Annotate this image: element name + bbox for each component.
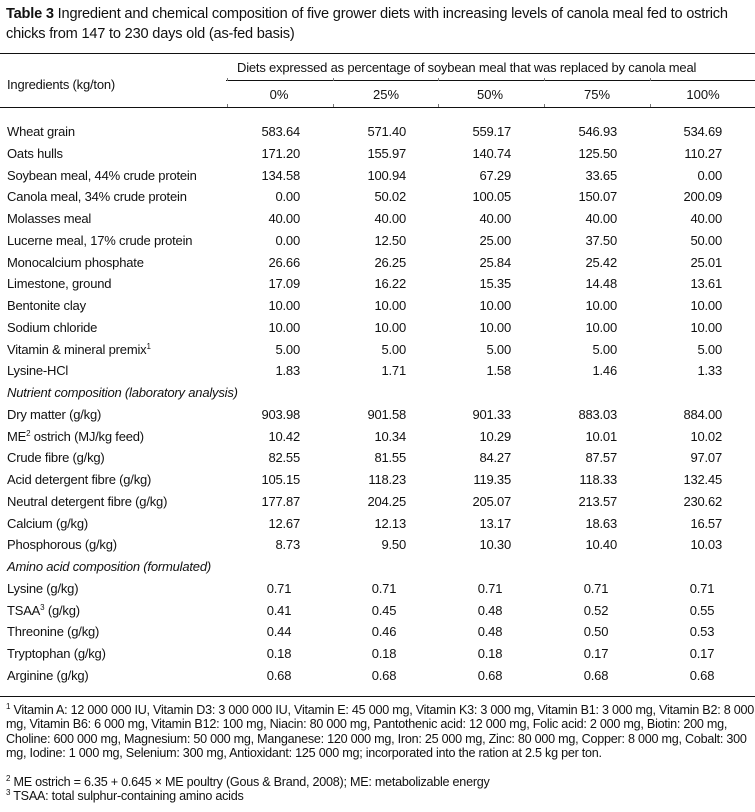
cell-value: 0.50	[583, 624, 609, 640]
group-rule	[226, 80, 755, 81]
row-label	[7, 342, 151, 357]
cell-value: 40.00	[268, 211, 300, 226]
footnote-marker: 1	[6, 702, 11, 711]
cell-value: 546.93	[578, 124, 617, 139]
cell-value: 118.33	[579, 472, 617, 487]
row-label-text: Tryptophan (g/kg)	[7, 646, 106, 661]
cell-value: 0.68	[371, 667, 397, 683]
cell-value: 10.00	[374, 319, 406, 335]
cell-value: 5.00	[381, 341, 406, 357]
row-label	[7, 646, 106, 661]
cell-value: 0.17	[583, 646, 609, 661]
column-header-50pct: 50%	[476, 87, 504, 102]
cell-value: 1.58	[486, 363, 511, 379]
table-row	[0, 537, 755, 558]
cell-value: 0.00	[275, 232, 300, 248]
table-row	[0, 146, 755, 167]
cell-value: 0.71	[689, 580, 715, 596]
row-label-text: TSAA	[7, 602, 41, 618]
row-label-text: ME	[7, 428, 27, 444]
row-label-text: Neutral detergent fibre (g/kg)	[7, 493, 168, 509]
row-label-text: Monocalcium phosphate	[7, 254, 144, 270]
cell-value: 155.97	[367, 145, 406, 161]
cell-value: 105.15	[261, 472, 300, 487]
cell-value: 0.41	[266, 602, 292, 618]
cell-value: 0.71	[583, 580, 609, 596]
footnote-marker: 1	[146, 341, 151, 351]
cell-value: 5.00	[697, 341, 722, 357]
row-label	[7, 385, 238, 400]
cell-value: 883.03	[578, 406, 617, 422]
cell-value: 0.00	[275, 189, 300, 205]
cell-value: 134.58	[261, 167, 300, 183]
footnote-marker: 3	[40, 602, 45, 612]
cell-value: 81.55	[374, 450, 406, 466]
table-row	[0, 124, 755, 145]
footnote-marker: 2	[6, 774, 11, 783]
cell-value: 534.69	[683, 124, 722, 139]
cell-value: 1.71	[381, 363, 406, 379]
table-row	[0, 233, 755, 254]
row-label-text: Molasses meal	[7, 211, 92, 226]
table-number: Table 3	[6, 6, 54, 22]
row-label-text: Limestone, ground	[7, 276, 112, 292]
row-label	[7, 429, 144, 444]
table-row	[0, 494, 755, 515]
cell-value: 12.50	[374, 232, 406, 248]
cell-value: 10.00	[479, 319, 511, 335]
row-label	[7, 255, 144, 270]
column-divider-tick	[650, 78, 651, 81]
cell-value: 50.00	[690, 232, 722, 248]
column-divider-tick	[227, 78, 228, 81]
cell-value: 0.53	[689, 624, 715, 640]
column-header-0pct: 0%	[269, 87, 289, 102]
cell-value: 33.65	[585, 167, 617, 183]
cell-value: 10.02	[690, 428, 722, 444]
cell-value: 10.00	[585, 319, 617, 335]
table-row	[0, 429, 755, 450]
cell-value: 5.00	[592, 341, 617, 357]
table-row	[0, 603, 755, 624]
row-label	[7, 124, 75, 139]
table-row	[0, 298, 755, 319]
cell-value: 16.22	[374, 276, 406, 292]
row-label-text: Threonine (g/kg)	[7, 624, 100, 640]
row-label	[7, 298, 86, 313]
cell-value: 40.00	[690, 211, 722, 226]
caption-text: Ingredient and chemical composition of five grower diets with increasing levels of canola meal fed to ostrich chicks from 147 to 230 days old (as-fed basis)	[6, 6, 728, 42]
row-label-text: Phosphorous (g/kg)	[7, 537, 117, 553]
cell-value: 903.98	[261, 406, 300, 422]
table-row	[0, 255, 755, 276]
row-label-text: Oats hulls	[7, 145, 63, 161]
cell-value: 40.00	[479, 211, 511, 226]
cell-value: 583.64	[261, 124, 300, 139]
row-label-text: Calcium (g/kg)	[7, 515, 88, 531]
cell-value: 8.73	[275, 537, 300, 553]
cell-value: 0.71	[371, 580, 397, 596]
row-label	[7, 450, 105, 465]
row-label-text: Acid detergent fibre (g/kg)	[7, 472, 152, 487]
cell-value: 67.29	[479, 167, 511, 183]
cell-value: 10.00	[479, 298, 511, 313]
cell-value: 0.18	[266, 646, 292, 661]
row-label	[7, 472, 151, 487]
cell-value: 1.33	[697, 363, 722, 379]
table-row	[0, 320, 755, 341]
cell-value: 10.34	[374, 428, 406, 444]
cell-value: 18.63	[585, 515, 617, 531]
cell-value: 200.09	[683, 189, 722, 205]
row-label	[7, 189, 187, 204]
cell-value: 0.17	[689, 646, 715, 661]
cell-value: 10.01	[585, 428, 617, 444]
cell-value: 0.71	[477, 580, 503, 596]
cell-value: 230.62	[683, 493, 722, 509]
cell-value: 100.94	[367, 167, 406, 183]
cell-value: 0.68	[583, 667, 609, 683]
row-label-text: Wheat grain	[7, 124, 75, 139]
cell-value: 571.40	[367, 124, 406, 139]
row-label-text: Lysine-HCl	[7, 363, 69, 379]
table-row	[0, 472, 755, 493]
cell-value: 10.40	[585, 537, 617, 553]
cell-value: 10.00	[690, 298, 722, 313]
row-label	[7, 668, 89, 683]
row-label-suffix: ostrich (MJ/kg feed)	[30, 428, 144, 444]
cell-value: 1.83	[275, 363, 300, 379]
cell-value: 5.00	[486, 341, 511, 357]
row-label	[7, 407, 101, 422]
cell-value: 17.09	[268, 276, 300, 292]
cell-value: 0.68	[477, 667, 503, 683]
cell-value: 1.46	[592, 363, 617, 379]
cell-value: 118.23	[368, 472, 406, 487]
cell-value: 40.00	[585, 211, 617, 226]
cell-value: 110.27	[684, 145, 722, 161]
cell-value: 12.13	[374, 515, 406, 531]
cell-value: 82.55	[268, 450, 300, 466]
cell-value: 171.20	[261, 145, 300, 161]
cell-value: 177.87	[261, 493, 300, 509]
column-header-100pct: 100%	[686, 87, 720, 102]
row-label-text: Lucerne meal, 17% crude protein	[7, 232, 193, 248]
row-label	[7, 146, 63, 161]
row-label	[7, 168, 197, 183]
row-label-text: Crude fibre (g/kg)	[7, 450, 105, 466]
table-row	[0, 407, 755, 428]
cell-value: 10.03	[690, 537, 722, 553]
row-label-text: Sodium chloride	[7, 319, 98, 335]
table-row	[0, 189, 755, 210]
cell-value: 84.27	[479, 450, 511, 466]
cell-value: 87.57	[585, 450, 617, 466]
row-label	[7, 363, 68, 378]
cell-value: 0.68	[266, 667, 292, 683]
cell-value: 25.01	[690, 254, 722, 270]
cell-value: 0.18	[477, 646, 503, 661]
footnote-marker: 2	[26, 428, 31, 438]
cell-value: 901.58	[367, 406, 406, 422]
cell-value: 204.25	[367, 493, 406, 509]
cell-value: 25.42	[585, 254, 617, 270]
table-row	[0, 211, 755, 232]
table-row	[0, 450, 755, 471]
cell-value: 13.17	[479, 515, 511, 531]
row-label	[7, 494, 167, 509]
cell-value: 25.84	[479, 254, 511, 270]
cell-value: 13.61	[690, 276, 722, 292]
row-label	[7, 516, 88, 531]
row-label-suffix: (g/kg)	[44, 602, 80, 618]
table-row	[0, 668, 755, 689]
cell-value: 0.45	[371, 602, 397, 618]
column-divider-tick	[544, 78, 545, 81]
cell-value: 884.00	[683, 406, 722, 422]
cell-value: 10.00	[268, 298, 300, 313]
cell-value: 9.50	[381, 537, 406, 553]
cell-value: 0.55	[689, 602, 715, 618]
cell-value: 559.17	[472, 124, 511, 139]
cell-value: 100.05	[472, 189, 511, 205]
table-row	[0, 168, 755, 189]
table-row	[0, 581, 755, 602]
table-row	[0, 342, 755, 363]
cell-value: 14.48	[585, 276, 617, 292]
cell-value: 0.48	[477, 602, 503, 618]
column-divider-tick	[333, 78, 334, 81]
cell-value: 10.42	[268, 428, 300, 444]
row-label-text: Lysine (g/kg)	[7, 580, 79, 596]
bottom-rule	[0, 696, 755, 697]
cell-value: 97.07	[690, 450, 722, 466]
cell-value: 25.00	[479, 232, 511, 248]
table-row	[0, 624, 755, 645]
cell-value: 0.46	[371, 624, 397, 640]
group-header: Diets expressed as percentage of soybean meal that was replaced by canola meal	[237, 60, 697, 75]
cell-value: 901.33	[472, 406, 511, 422]
cell-value: 10.00	[268, 319, 300, 335]
cell-value: 0.44	[266, 624, 292, 640]
cell-value: 205.07	[472, 493, 511, 509]
row-label-text: Canola meal, 34% crude protein	[7, 189, 187, 205]
table-row	[0, 516, 755, 537]
table-row	[0, 363, 755, 384]
table-row	[0, 276, 755, 297]
footnote-3	[6, 789, 754, 803]
footnote-2	[6, 775, 754, 789]
cell-value: 10.00	[585, 298, 617, 313]
cell-value: 119.35	[473, 472, 511, 487]
cell-value: 140.74	[472, 145, 511, 161]
cell-value: 5.00	[275, 341, 300, 357]
header-rule	[0, 107, 755, 108]
cell-value: 50.02	[374, 189, 406, 205]
cell-value: 0.52	[583, 602, 609, 618]
footnote-text: TSAA: total sulphur-containing amino acids	[10, 789, 244, 803]
cell-value: 10.00	[374, 298, 406, 313]
top-rule	[0, 53, 755, 54]
row-label	[7, 276, 111, 291]
cell-value: 16.57	[690, 515, 722, 531]
section-header-row	[0, 559, 755, 580]
column-divider-tick	[438, 78, 439, 81]
row-label	[7, 603, 80, 618]
cell-value: 40.00	[374, 211, 406, 226]
footnote-1	[6, 703, 754, 760]
row-label	[7, 233, 192, 248]
cell-value: 0.48	[477, 624, 503, 640]
row-label-text: Bentonite clay	[7, 298, 86, 313]
row-label-text: Amino acid composition (formulated)	[7, 559, 211, 574]
row-label-text: Vitamin & mineral premix	[7, 341, 147, 357]
row-label-text: Nutrient composition (laboratory analysis)	[7, 385, 238, 400]
cell-value: 213.57	[578, 493, 617, 509]
column-header-75pct: 75%	[583, 87, 611, 102]
cell-value: 37.50	[585, 232, 617, 248]
cell-value: 10.30	[479, 537, 511, 553]
row-label-text: Dry matter (g/kg)	[7, 406, 102, 422]
column-header-25pct: 25%	[372, 87, 400, 102]
cell-value: 125.50	[578, 145, 617, 161]
cell-value: 26.25	[374, 254, 406, 270]
cell-value: 0.68	[689, 667, 715, 683]
row-label	[7, 559, 211, 574]
cell-value: 15.35	[479, 276, 511, 292]
cell-value: 12.67	[268, 515, 300, 531]
cell-value: 10.29	[479, 428, 511, 444]
cell-value: 26.66	[268, 254, 300, 270]
table-row	[0, 646, 755, 667]
cell-value: 0.00	[697, 167, 722, 183]
footnote-marker: 3	[6, 788, 11, 797]
cell-value: 150.07	[578, 189, 617, 205]
footnote-text: Vitamin A: 12 000 000 IU, Vitamin D3: 3 000 000 IU, Vitamin E: 45 000 mg, Vitamin K3: 3 000 mg, Vitamin B1: 3 000 mg, Vitamin B2: 8 000 mg, Vitamin B6: 6 000 mg, Vitamin B12: 100 mg, Niacin: 80 000 mg, Pantothenic acid: 12 000 mg, Folic acid: 2 000 mg, Biotin: 200 mg, Choline: 600 000 mg, Magnesium: 50 000 mg, Manganese: 120 000 mg, Iron: 25 000 mg, Zinc: 80 000 mg, Copper: 8 000 mg, Cobalt: 300 mg, Iodine: 1 000 mg, Selenium: 300 mg, Antioxidant: 125 000 mg; incorporated into the ration at 2.5 kg per ton.	[6, 703, 754, 760]
row-label	[7, 624, 99, 639]
row-label	[7, 537, 117, 552]
cell-value: 10.00	[690, 319, 722, 335]
section-header-row	[0, 385, 755, 406]
row-label	[7, 581, 78, 596]
cell-value: 132.45	[683, 472, 722, 487]
row-label-text: Soybean meal, 44% crude protein	[7, 167, 197, 183]
table-caption	[6, 4, 751, 44]
row-label-text: Arginine (g/kg)	[7, 667, 89, 683]
cell-value: 0.71	[266, 580, 292, 596]
cell-value: 0.18	[371, 646, 397, 661]
row-label	[7, 320, 97, 335]
row-label	[7, 211, 91, 226]
footnote-text: ME ostrich = 6.35 + 0.645 × ME poultry (Gous & Brand, 2008); ME: metabolizable energy	[10, 775, 490, 789]
row-header: Ingredients (kg/ton)	[7, 77, 116, 92]
